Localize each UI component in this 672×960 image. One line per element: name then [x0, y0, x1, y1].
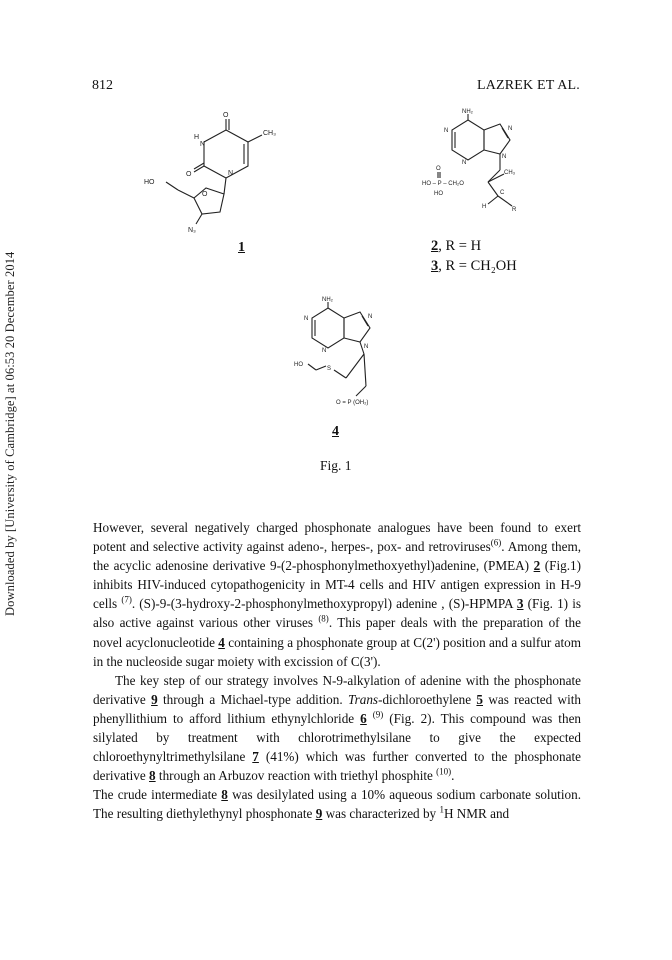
download-notice: Downloaded by [University of Cambridge] at 06:53 20 December 2014	[3, 251, 17, 616]
figure-caption: Fig. 1	[320, 458, 352, 473]
compound-2-3-structure	[418, 108, 548, 218]
cmpd2-h: H	[482, 204, 487, 210]
cmpd1-n3-azide: N₃	[188, 227, 196, 234]
cmpd2-c: C	[500, 190, 505, 196]
compound-1-number: 1	[238, 240, 245, 255]
cmpd4-n3: N	[322, 348, 327, 354]
cmpd2-o: O	[436, 166, 441, 172]
cmpd2-ho: HO	[434, 191, 443, 197]
cmpd2-n9: N	[502, 154, 507, 160]
compound-2-label	[431, 238, 481, 255]
page-number: 812	[92, 78, 113, 93]
compound-2-text: , R = H	[438, 238, 482, 254]
compound-3-label	[431, 258, 517, 275]
cmpd1-o-left: O	[186, 171, 192, 178]
cmpd1-h: H	[194, 134, 200, 141]
cmpd4-phos: O = P (OH₂)	[336, 400, 369, 406]
cmpd2-nh2: NH₂	[462, 109, 473, 115]
paragraph-1: However, several negatively charged phosphonate analogues have been found to exert potent and selective activity against adeno-, herpes-, pox- and retroviruses$^{(6)}$. Among them, the acyclic adenosine derivative 9-(2-phosphonylmethoxyethyl)adenine, (PMEA) 2 (Fig.1) inhibits HIV-induced cytopathogenicity in MT-4 cells and HIV antigen expression in H-9 cells $^{(7)}$. (S)-9-(3-hydroxy-2-phosphonylmethoxypropyl) adenine , (S)-HPMPA 3 (Fig. 1) is also active against various other viruses $^{(8)}$. This paper deals with the preparation of the novel acyclonucleotide 4 containing a phosphonate group at C(2') position and a sulfur atom in the nucleoside sugar moiety with excission of C(3').	[93, 520, 582, 669]
cmpd2-n3: N	[462, 160, 467, 166]
cmpd4-n1: N	[304, 316, 309, 322]
cmpd1-n3: N	[200, 141, 206, 148]
compound-3-number: 3	[431, 258, 439, 274]
cmpd1-ho: HO	[144, 179, 155, 186]
cmpd2-n1: N	[444, 128, 449, 134]
compound-2-number: 2	[431, 238, 439, 254]
cmpd1-o-top: O	[223, 112, 229, 119]
compound-4-number: 4	[332, 424, 339, 439]
body-text	[93, 518, 581, 824]
cmpd2-ch3: CH₃	[504, 170, 516, 176]
cmpd4-n7: N	[368, 314, 373, 320]
cmpd1-o-sugar: O	[202, 191, 208, 198]
cmpd2-n7: N	[508, 126, 513, 132]
cmpd1-ch3: CH₃	[263, 130, 276, 137]
paragraph-3: The crude intermediate 8 was desilylated using a 10% aqueous sodium carbonate solution. The resulting diethylethynyl phosphonate 9 was characterized by $^1$H NMR and	[93, 787, 581, 822]
cmpd2-r: R	[512, 207, 517, 213]
cmpd1-n1: N	[228, 170, 234, 177]
cmpd4-s: S	[327, 366, 332, 372]
compound-1-structure	[140, 108, 300, 233]
cmpd4-nh2: NH₂	[322, 297, 333, 303]
compound-3-text: , R = CH₂OH	[438, 258, 517, 274]
cmpd4-n9: N	[364, 344, 369, 350]
compound-4-structure	[280, 292, 410, 417]
running-title: LAZREK ET AL.	[476, 78, 580, 93]
paragraph-2: The key step of our strategy involves N-9-alkylation of adenine with the phosphonate derivative 9 through a Michael-type addition. Trans-dichloroethylene 5 was reacted with phenyllithium to afford lithium ethynylchloride 6 $^{(9)}$ (Fig. 2). This compound was then silylated by treatment with chlorotrimethylsilane to give the expected chloroethynyltrimethylsilane 7 (41%) which was further converted to the phosphonate derivative 8 through an Arbuzov reaction with triethyl phosphite $^{(10)}$.	[93, 672, 582, 784]
cmpd2-p-line: HO – P – CH₂O	[422, 181, 464, 187]
cmpd4-ho: HO	[294, 362, 303, 368]
